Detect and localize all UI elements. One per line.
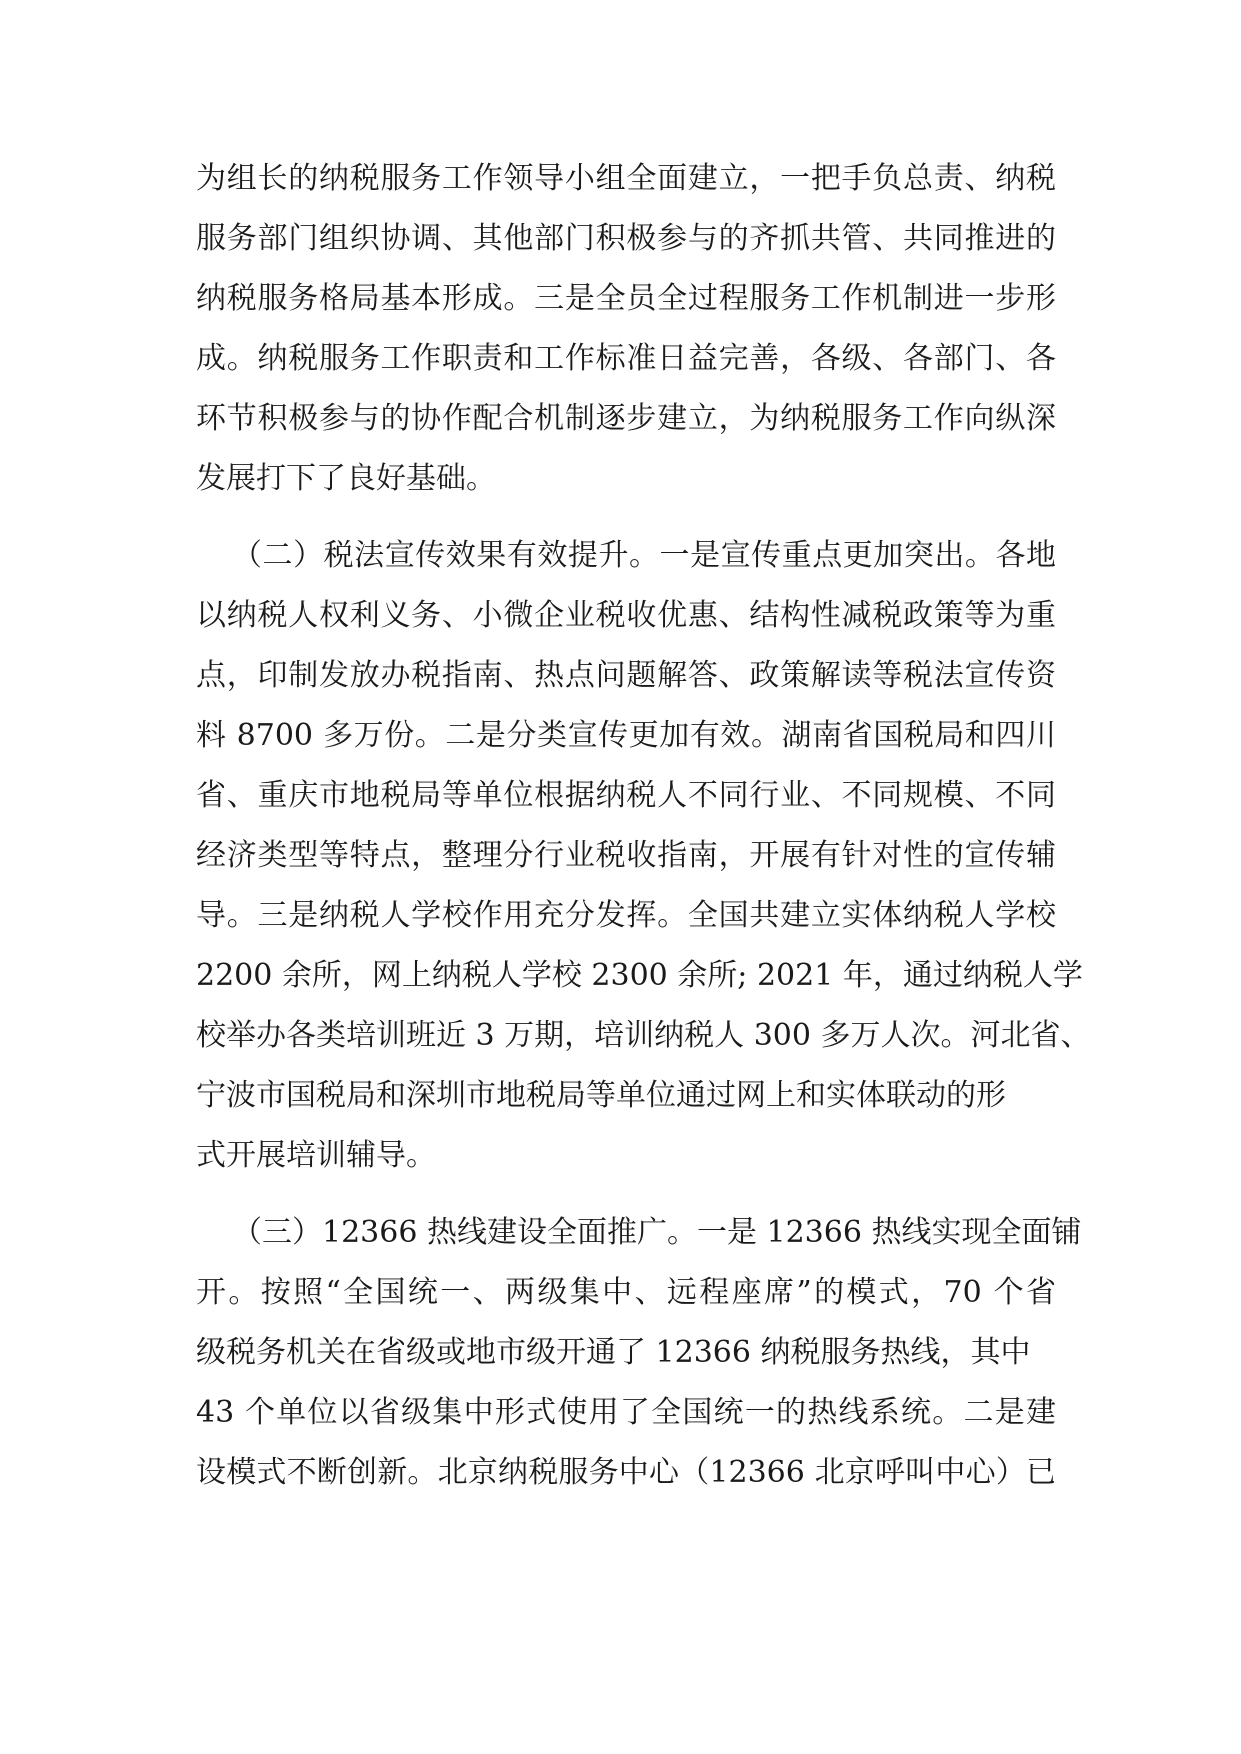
text-line: 导。三是纳税人学校作用充分发挥。全国共建立实体纳税人学校	[196, 898, 1056, 933]
text-line: 省、重庆市地税局等单位根据纳税人不同行业、不同规模、不同	[196, 778, 1056, 813]
text-line: 开。按照“全国统一、两级集中、远程座席”的模式，70 个省	[196, 1275, 1056, 1310]
text-line: 料 8700 多万份。二是分类宣传更加有效。湖南省国税局和四川	[196, 718, 1056, 753]
document-body	[196, 161, 1091, 1518]
text-line: 设模式不断创新。北京纳税服务中心（12366 北京呼叫中心）已	[196, 1455, 1056, 1490]
text-line: 43 个单位以省级集中形式使用了全国统一的热线系统。二是建	[196, 1395, 1056, 1430]
text-line: 服务部门组织协调、其他部门积极参与的齐抓共管、共同推进的	[196, 221, 1056, 256]
text-line: 以纳税人权利义务、小微企业税收优惠、结构性减税政策等为重	[196, 598, 1056, 633]
text-line: 点，印制发放办税指南、热点问题解答、政策解读等税法宣传资	[196, 658, 1056, 693]
text-line: 纳税服务格局基本形成。三是全员全过程服务工作机制进一步形	[196, 281, 1056, 316]
paragraph-3	[196, 1215, 1082, 1518]
paragraph-2	[196, 538, 1091, 1201]
text-line: 校举办各类培训班近 3 万期，培训纳税人 300 多万人次。河北省、	[196, 1018, 1091, 1053]
text-line: 级税务机关在省级或地市级开通了 12366 纳税服务热线，其中	[196, 1335, 1031, 1370]
text-line: 经济类型等特点，整理分行业税收指南，开展有针对性的宣传辅	[196, 838, 1056, 873]
paragraph-1	[196, 161, 1056, 524]
text-line: 宁波市国税局和深圳市地税局等单位通过网上和实体联动的形	[196, 1078, 1006, 1113]
text-line: 发展打下了良好基础。	[196, 461, 496, 496]
text-line: 2200 余所，网上纳税人学校 2300 余所; 2021 年，通过纳税人学	[196, 958, 1083, 993]
text-line: 环节积极参与的协作配合机制逐步建立，为纳税服务工作向纵深	[196, 401, 1056, 436]
text-line: 成。纳税服务工作职责和工作标准日益完善，各级、各部门、各	[196, 341, 1056, 376]
text-line: 为组长的纳税服务工作领导小组全面建立，一把手负总责、纳税	[196, 161, 1056, 196]
text-line: 式开展培训辅导。	[196, 1138, 436, 1173]
text-line: （二）税法宣传效果有效提升。一是宣传重点更加突出。各地	[232, 538, 1056, 573]
text-line: （三）12366 热线建设全面推广。一是 12366 热线实现全面铺	[232, 1215, 1082, 1250]
